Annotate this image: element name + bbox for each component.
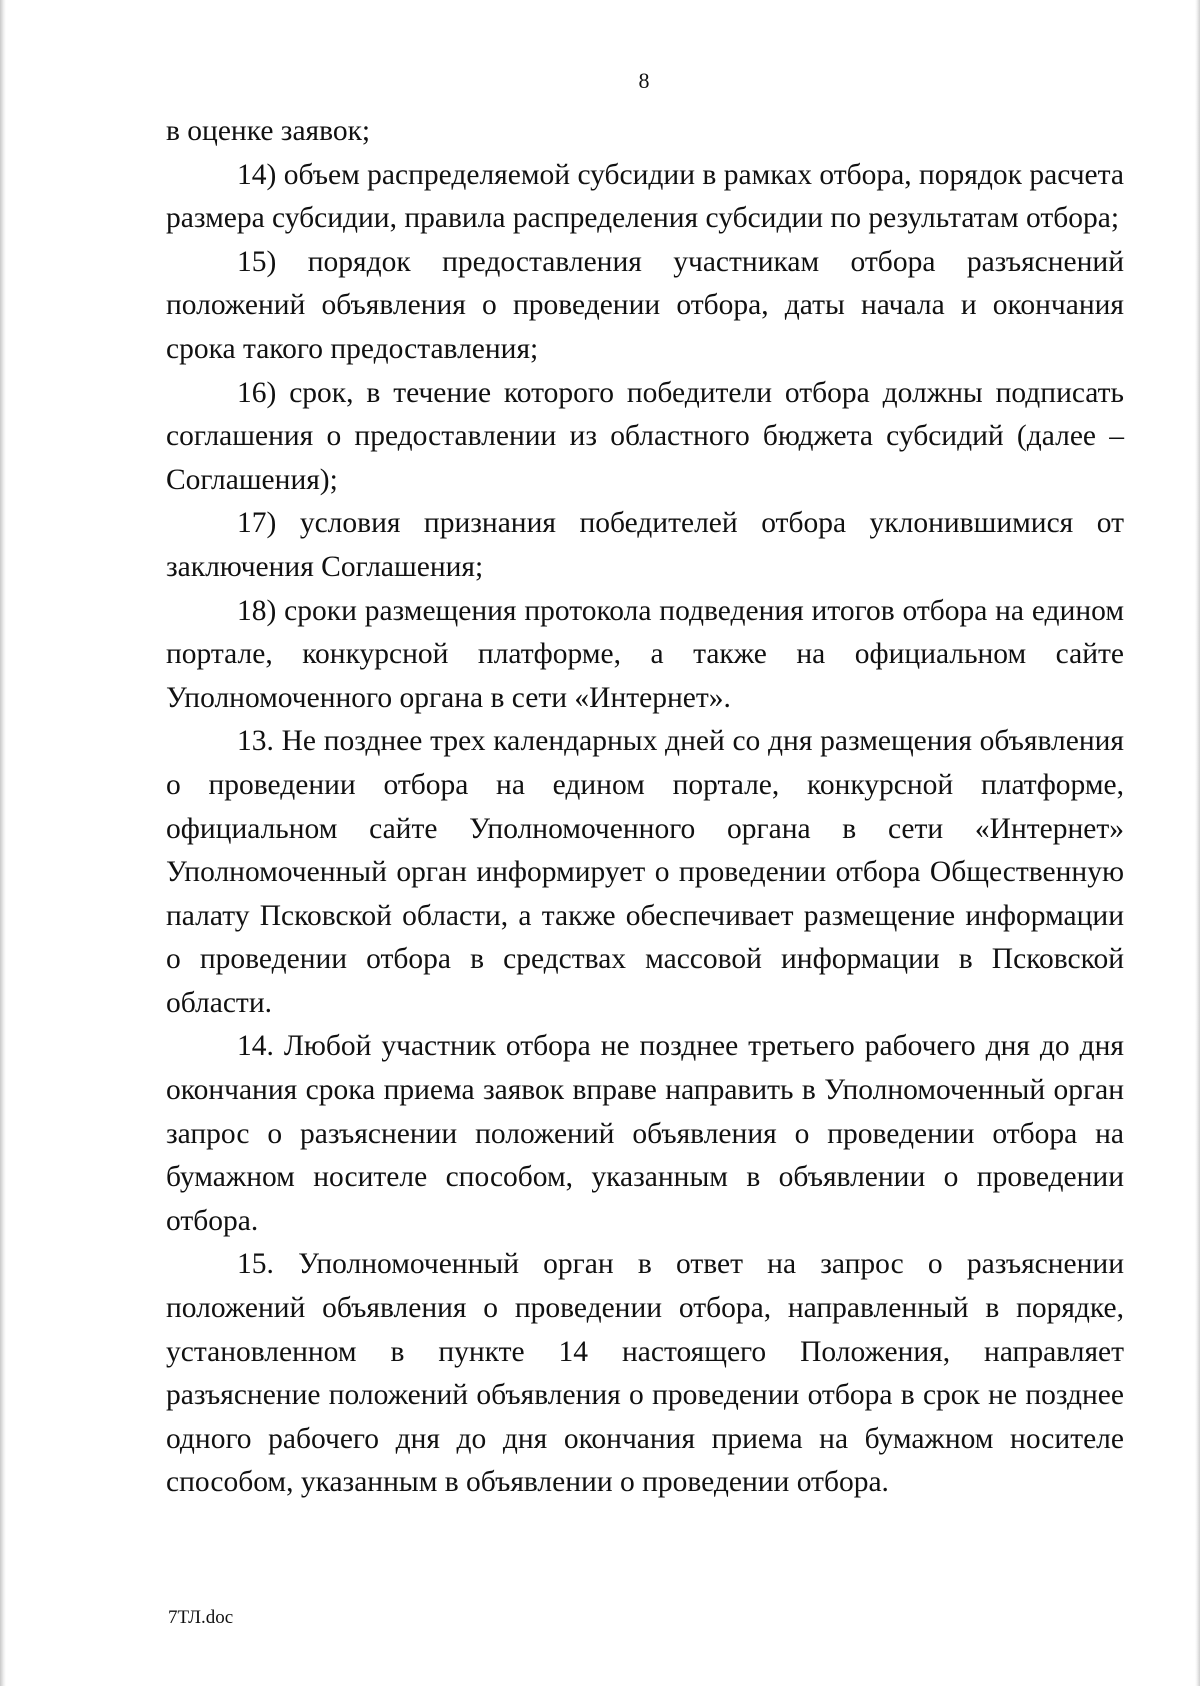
list-item-15: 15) порядок предоставления участникам отбора разъяснений положений объявления о проведении отбора, даты начала и окончания срока такого предоставления; [166, 245, 1124, 365]
list-item-18: 18) сроки размещения протокола подведения итогов отбора на едином портале, конкурсной платформе, а также на официальном сайте Уполномоченного органа в сети «Интернет». [166, 594, 1124, 714]
scan-edge-left [0, 0, 6, 1686]
clause-14: 14. Любой участник отбора не позднее третьего рабочего дня до дня окончания срока приема заявок вправе направить в Уполномоченный орган запрос о разъяснении положений объявления о проведении отбора на бумажном носителе способом, указанным в объявлении о проведении отбора. [166, 1030, 1124, 1237]
clause-13: 13. Не позднее трех календарных дней со дня размещения объявления о проведении отбора на едином портале, конкурсной платформе, официальном сайте Уполномоченного органа в сети «Интернет» Уполномоченный орган информирует о проведении отбора Общественную палату Псковской области, а также обеспечивает размещение информации о проведении отбора в средствах массовой информации в Псковской области. [166, 725, 1124, 1019]
clause-15: 15. Уполномоченный орган в ответ на запрос о разъяснении положений объявления о проведении отбора, направленный в порядке, установленном в пункте 14 настоящего Положения, направляет разъяснение положений объявления о проведении отбора в срок не позднее одного рабочего дня до дня окончания приема на бумажном носителе способом, указанным в объявлении о проведении отбора. [166, 1248, 1124, 1499]
footer-file-name: 7ТЛ.doc [168, 1607, 234, 1628]
scan-edge-right [1195, 0, 1200, 1686]
list-item-14: 14) объем распределяемой субсидии в рамках отбора, порядок расчета размера субсидии, правила распределения субсидии по результатам отбора; [166, 158, 1124, 235]
list-item-16: 16) срок, в течение которого победители отбора должны подписать соглашения о предоставлении из областного бюджета субсидий (далее – Соглашения); [166, 376, 1124, 496]
document-body [166, 110, 1124, 1505]
page-number: 8 [638, 68, 650, 93]
list-item-17: 17) условия признания победителей отбора уклонившимися от заключения Соглашения; [166, 507, 1124, 583]
paragraph-continued: в оценке заявок; [166, 115, 371, 147]
